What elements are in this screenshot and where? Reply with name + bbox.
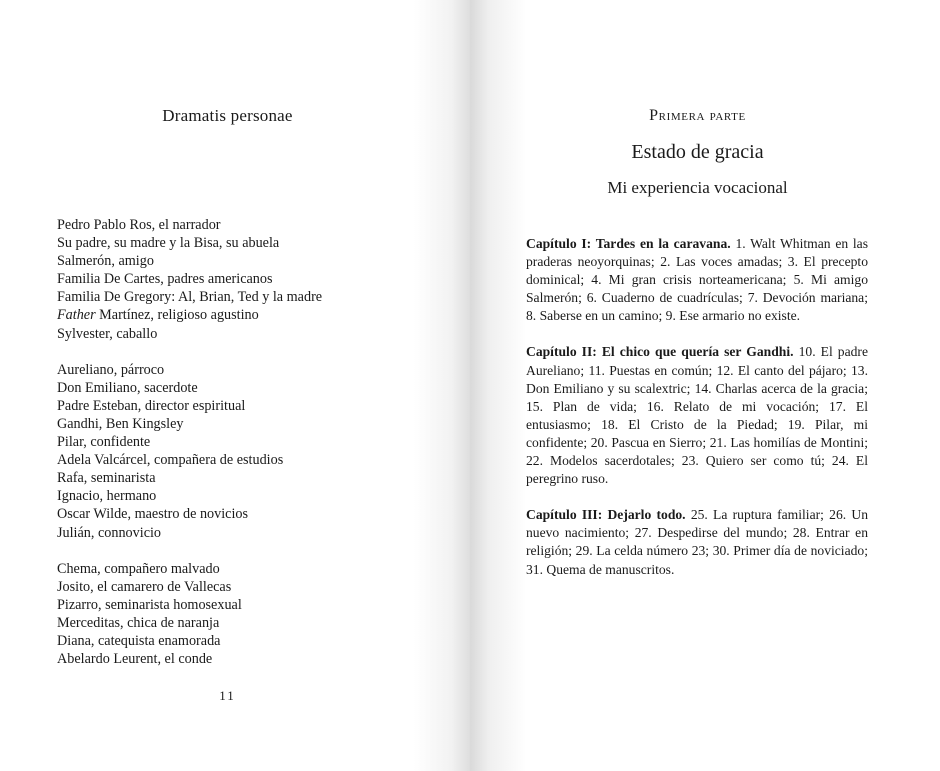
cast-entry: Familia De Gregory: Al, Brian, Ted y la madre [57,289,323,306]
cast-entry: Abelardo Leurent, el conde [57,651,213,668]
cast-entry-rest: Martínez, religioso agustino [95,307,259,324]
cast-group [57,361,457,542]
cast-entry: Ignacio, hermano [57,488,157,505]
cast-entry: Don Emiliano, sacerdote [57,379,198,396]
cast-group [57,560,457,669]
chapter-entry [526,235,868,325]
page-number: 11 [219,688,236,703]
part-label: Primera parte [649,107,746,124]
chapter-contents: 10. El padre Aureliano; 11. Puestas en común; 12. El canto del pájaro; 13. Don Emiliano y su scalextric; 14. Charlas acerca de la gracia; 15. Plan de vida; 16. Relato de mi vocación; 17. El entusiasmo; 18. El Cristo de la Piedad; 19. Pilar, mi confidente; 20. Pascua en Sierro; 21. Las homilías de Montini; 22. Modelos sacerdotales; 23. Quiero ser como tú; 24. El peregrino ruso. [526,344,868,487]
chapter-heading: Capítulo I: Tardes en la caravana. [526,236,731,251]
cast-entry: Julián, connovicio [57,524,162,541]
cast-entry: Aureliano, párroco [57,361,165,378]
cast-entry: Pizarro, seminarista homosexual [57,596,242,613]
cast-entry: Josito, el camarero de Vallecas [57,578,232,595]
chapter-entry [526,506,868,578]
cast-entry: Merceditas, chica de naranja [57,614,220,631]
cast-entry: Rafa, seminarista [57,470,156,487]
dramatis-personae-title: Dramatis personae [162,106,293,125]
cast-entry: Oscar Wilde, maestro de novicios [57,506,249,523]
cast-entry: Sylvester, caballo [57,325,158,342]
cast-entry [57,306,457,324]
cast-entry: Diana, catequista enamorada [57,632,221,649]
cast-entry-italic: Father [57,307,96,324]
chapter-heading: Capítulo III: Dejarlo todo. [526,507,686,523]
chapter-contents: 25. La ruptura familiar; 26. Un nuevo nacimiento; 27. Despedirse del mundo; 28. Entrar en religión; 29. La celda número 23; 30. Primer día de noviciado; 31. Quema de manuscritos. [526,507,868,577]
part-title: Estado de gracia [631,141,764,163]
cast-entry: Salmerón, amigo [57,253,154,270]
cast-entry: Pilar, confidente [57,434,151,451]
cast-list [57,216,457,686]
cast-group [57,216,457,343]
cast-entry: Padre Esteban, director espiritual [57,397,246,414]
chapter-heading: Capítulo II: El chico que quería ser Gandhi. [526,344,794,360]
chapter-list [526,235,868,597]
cast-entry: Chema, compañero malvado [57,560,220,577]
cast-entry: Gandhi, Ben Kingsley [57,415,184,432]
cast-entry: Adela Valcárcel, compañera de estudios [57,452,284,469]
cast-entry: Familia De Cartes, padres americanos [57,271,273,288]
part-subtitle: Mi experiencia vocacional [607,178,788,197]
cast-entry: Pedro Pablo Ros, el narrador [57,217,221,233]
cast-entry: Su padre, su madre y la Bisa, su abuela [57,235,280,252]
chapter-entry [526,343,868,488]
chapter-contents: 1. Walt Whitman en las praderas neoyorquinas; 2. Las voces amadas; 3. El precepto dominical; 4. Mi gran crisis norteamericana; 5. Mi amigo Salmerón; 6. Cuaderno de cuadrículas; 7. Devoción mariana; 8. Saberse en un camino; 9. Ese armario no existe. [526,236,868,324]
